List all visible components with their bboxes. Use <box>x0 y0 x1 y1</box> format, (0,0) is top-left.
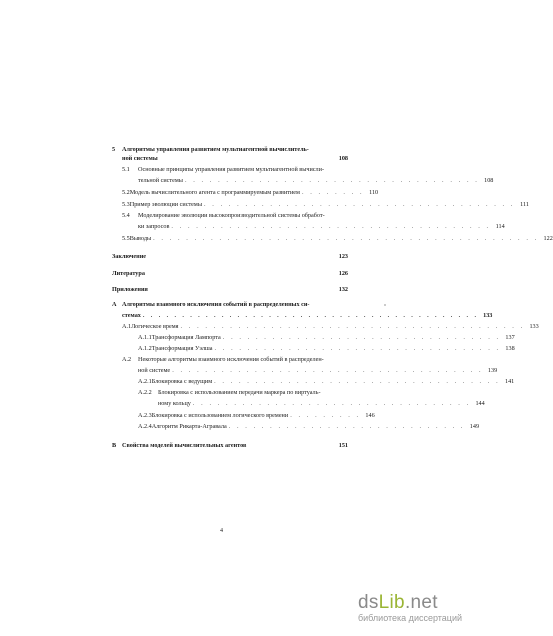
toc-section-5-4: 5.4 Моделирование эволюции высокопроизводительной системы обработ- ки запросов . . . . . . . . . . . . . . . . . . . . . . . . . . . . . . . . . . . . . . . 114 <box>122 211 505 230</box>
section-page: 111 <box>520 200 529 208</box>
toc-literature <box>112 267 348 278</box>
section-title: Пример эволюции системы <box>129 200 202 208</box>
section-page: 122 <box>543 234 553 242</box>
appendix-letter: B <box>112 441 117 449</box>
toc-subsection-a-1-2: A.1.2 Трансформация Уэлша . . . . . . . . . . . . . . . . . . . . . . . . . . . . . . . . . . . 138 <box>138 345 515 353</box>
section-title-line1: Моделирование эволюции высокопроизводительной системы обработ- <box>138 211 325 219</box>
table-of-contents <box>112 144 553 449</box>
subsection-number: A.1.1 <box>138 334 152 342</box>
toc-subsection-a-2-2: A.2.2 Блокировка с использованием передачи маркера по виртуаль- ному кольцу . . . . . . . . . . . . . . . . . . . . . . . . . . . . . . . . . . 144 <box>138 389 485 408</box>
section-title: Выводы <box>129 234 152 242</box>
section-number: A.1 <box>122 323 132 331</box>
subsection-title: Трансформация Лампорта <box>151 334 221 342</box>
section-number: 5.1 <box>122 165 130 173</box>
section-title-line1: Некоторые алгоритмы взаимного исключения событий в распределен- <box>138 356 324 364</box>
subsection-title: Блокировка с ведущим <box>151 378 213 386</box>
page-number: 4 <box>220 528 223 534</box>
conclusion-page: 123 <box>338 253 348 261</box>
section-page: 133 <box>529 323 539 331</box>
section-title: Логическое время <box>131 323 179 331</box>
subsection-number: A.2.3 <box>138 412 152 420</box>
section-page: 108 <box>484 176 494 184</box>
subsection-page: 137 <box>505 334 515 342</box>
appendix-title-line2: стемах <box>122 312 141 320</box>
toc-subsection-a-1-1: A.1.1 Трансформация Лампорта . . . . . . . . . . . . . . . . . . . . . . . . . . . . . . . . . . 137 <box>138 334 515 342</box>
subsection-title-line1: Блокировка с использованием передачи маркера по виртуаль- <box>158 389 321 397</box>
subsection-title: Блокировка с использованием логического времени <box>151 412 289 420</box>
chapter-number: 5 <box>112 145 116 153</box>
watermark-brand-lib: Lib <box>378 592 405 613</box>
toc-section-a-2: A.2 Некоторые алгоритмы взаимного исключения событий в распределен- ной системе . . . . . . . . . . . . . . . . . . . . . . . . . . . . . . . . . . . . . . 139 <box>122 356 498 375</box>
literature-title: Литература <box>112 269 145 277</box>
chapter-title-line1: Алгоритмы управления развитием мультиагентной вычислитель- <box>122 145 309 153</box>
section-page: 139 <box>487 367 498 375</box>
appendix-title: Свойства моделей вычислительных агентов <box>122 441 247 449</box>
subsection-title: Алгоритм Рикарта-Агравала <box>151 423 227 431</box>
watermark-subtitle: библиотека диссертаций <box>358 613 463 623</box>
watermark-brand-net: .net <box>404 592 438 613</box>
toc-appendix-a: A Алгоритмы взаимного исключения событий в распределенных си- стемах . . . . . . . . . . . . . . . . . . . . . . . . . . . . . . . . . . . . . . . . . . . 133 <box>112 301 493 320</box>
toc-section-a-1: A.1 Логическое время . . . . . . . . . . . . . . . . . . . . . . . . . . . . . . . . . . . . . . . . . . 133 <box>122 323 539 331</box>
toc-section-5-5: 5.5 Выводы . . . . . . . . . . . . . . . . . . . . . . . . . . . . . . . . . . . . . . . . . . . . . . . 122 <box>122 234 553 242</box>
toc-subsection-a-2-3: A.2.3 Блокировка с использованием логического времени . . . . . . . . . 146 <box>138 412 375 420</box>
chapter-title-line2: ной системы <box>122 154 158 162</box>
section-title-line2: ки запросов <box>138 222 170 230</box>
subsection-title: Трансформация Уэлша <box>151 345 213 353</box>
subsection-number: A.2.4 <box>138 423 152 431</box>
section-page: 114 <box>495 222 505 230</box>
toc-section-5-3: 5.3 Пример эволюции системы . . . . . . . . . . . . . . . . . . . . . . . . . . . . . . . . . . . . . . 111 <box>122 200 529 208</box>
section-number: 5.5 <box>122 234 130 242</box>
appendices-title: Приложения <box>112 286 148 294</box>
subsection-page: 146 <box>365 412 375 420</box>
watermark-brand-ds: ds <box>358 592 379 613</box>
subsection-number: A.1.2 <box>138 345 152 353</box>
toc-appendices <box>112 283 348 294</box>
watermark-logo <box>358 592 463 623</box>
toc-section-5-2: 5.2 Модель вычислительного агента с программируемым развитием . . . . . . . . 110 <box>122 188 379 196</box>
section-title: Модель вычислительного агента с программируемым развитием <box>129 188 300 196</box>
subsection-number: A.2.1 <box>138 378 152 386</box>
section-number: A.2 <box>122 356 132 364</box>
toc-conclusion <box>112 250 348 261</box>
appendix-title-line1: Алгоритмы взаимного исключения событий в распределенных си- <box>122 301 310 309</box>
section-title-line2: ной системе <box>138 367 171 375</box>
section-number: 5.2 <box>122 188 130 196</box>
section-number: 5.3 <box>122 200 130 208</box>
toc-chapter-5 <box>112 144 348 162</box>
subsection-page: 149 <box>469 423 480 431</box>
section-page: 110 <box>369 188 379 196</box>
conclusion-title: Заключение <box>112 253 147 261</box>
section-title-line2: тельной системы <box>138 176 183 184</box>
appendices-page: 132 <box>338 286 348 294</box>
section-number: 5.4 <box>122 211 130 219</box>
appendix-page: 133 <box>483 312 493 320</box>
subsection-number: A.2.2 <box>138 389 152 397</box>
toc-subsection-a-2-4: A.2.4 Алгоритм Рикарта-Агравала . . . . . . . . . . . . . . . . . . . . . . . . . . . . . 149 <box>138 423 480 431</box>
scan-speck <box>384 304 386 306</box>
appendix-letter: A <box>112 301 117 309</box>
subsection-page: 141 <box>504 378 515 386</box>
chapter-page: 108 <box>338 154 348 162</box>
toc-appendix-b <box>112 439 348 450</box>
literature-page: 126 <box>338 269 348 277</box>
subsection-page: 138 <box>505 345 515 353</box>
toc-subsection-a-2-1: A.2.1 Блокировка с ведущим . . . . . . . . . . . . . . . . . . . . . . . . . . . . . . . . . . . 141 <box>138 378 515 386</box>
toc-section-5-1: 5.1 Основные принципы управления развитием мультиагентной вычисли- тельной системы . . . . . . . . . . . . . . . . . . . . . . . . . . . . . . . . . . . . 108 <box>122 165 494 184</box>
subsection-page: 144 <box>475 400 485 408</box>
section-title-line1: Основные принципы управления развитием мультиагентной вычисли- <box>138 165 325 173</box>
appendix-page: 151 <box>338 441 348 449</box>
subsection-title-line2: ному кольцу <box>158 400 191 408</box>
